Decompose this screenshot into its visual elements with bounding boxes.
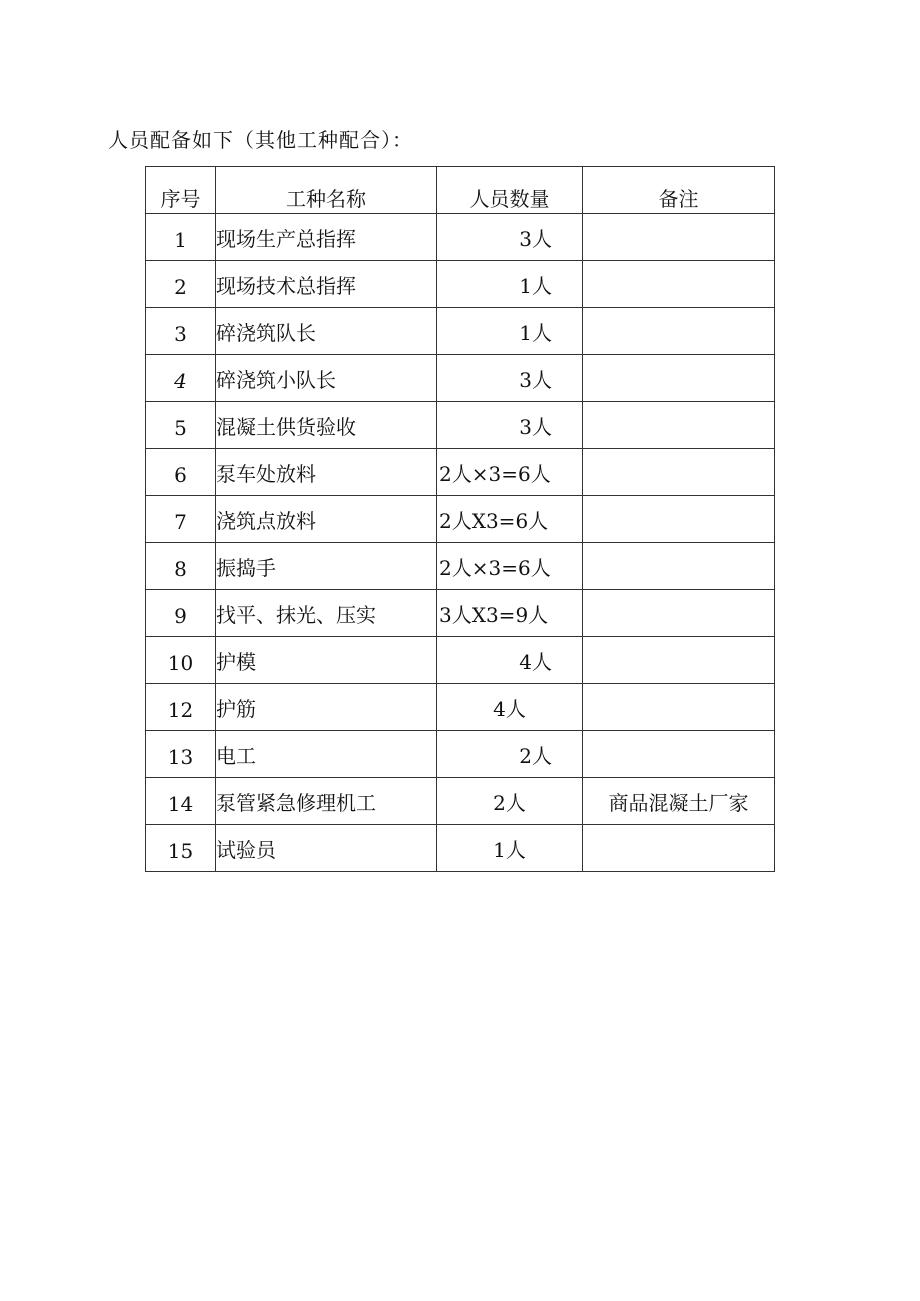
table-row <box>146 308 775 355</box>
table-row <box>146 731 775 778</box>
row-headcount: 2人 <box>437 731 583 778</box>
row-no <box>146 355 216 402</box>
row-remarks <box>583 214 775 261</box>
row-trade-name: 电工 <box>216 731 437 778</box>
row-no: 9 <box>146 590 216 637</box>
table-row <box>146 825 775 872</box>
row-trade-name: 混凝土供货验收 <box>216 402 437 449</box>
table-row <box>146 449 775 496</box>
row-no: 8 <box>146 543 216 590</box>
row-remarks <box>583 825 775 872</box>
row-remarks: 商品混凝土厂家 <box>583 778 775 825</box>
row-headcount: 2人×3=6人 <box>437 449 583 496</box>
table-row <box>146 778 775 825</box>
row-headcount: 2人×3=6人 <box>437 543 583 590</box>
row-headcount: 1人 <box>437 308 583 355</box>
row-remarks <box>583 590 775 637</box>
header-trade-name: 工种名称 <box>216 167 437 214</box>
row-trade-name: 找平、抹光、压实 <box>216 590 437 637</box>
row-no: 12 <box>146 684 216 731</box>
table-header-row <box>146 167 775 214</box>
row-remarks <box>583 543 775 590</box>
row-no: 13 <box>146 731 216 778</box>
row-remarks <box>583 261 775 308</box>
row-headcount: 4人 <box>437 684 583 731</box>
row-remarks <box>583 731 775 778</box>
row-remarks <box>583 402 775 449</box>
header-no: 序号 <box>146 167 216 214</box>
row-trade-name: 振捣手 <box>216 543 437 590</box>
row-no: 15 <box>146 825 216 872</box>
table-row <box>146 214 775 261</box>
intro-text: 人员配备如下（其他工种配合）： <box>108 128 413 152</box>
row-no: 14 <box>146 778 216 825</box>
row-no: 6 <box>146 449 216 496</box>
row-remarks <box>583 308 775 355</box>
row-headcount: 3人 <box>437 355 583 402</box>
table-row <box>146 496 775 543</box>
row-headcount: 3人X3=9人 <box>437 590 583 637</box>
row-trade-name: 碎浇筑小队长 <box>216 355 437 402</box>
row-trade-name: 护筋 <box>216 684 437 731</box>
row-headcount: 2人 <box>437 778 583 825</box>
row-trade-name: 试验员 <box>216 825 437 872</box>
row-headcount: 4人 <box>437 637 583 684</box>
row-no: 3 <box>146 308 216 355</box>
row-no: 10 <box>146 637 216 684</box>
row-no: 7 <box>146 496 216 543</box>
row-headcount: 1人 <box>437 261 583 308</box>
row-remarks <box>583 449 775 496</box>
row-trade-name: 泵车处放料 <box>216 449 437 496</box>
table-row <box>146 637 775 684</box>
row-trade-name: 现场生产总指挥 <box>216 214 437 261</box>
row-no: 1 <box>146 214 216 261</box>
row-headcount: 1人 <box>437 825 583 872</box>
row-headcount: 3人 <box>437 402 583 449</box>
table-row <box>146 402 775 449</box>
row-no-text: 4 <box>174 369 187 393</box>
row-trade-name: 碎浇筑队长 <box>216 308 437 355</box>
row-remarks <box>583 684 775 731</box>
row-headcount: 2人X3=6人 <box>437 496 583 543</box>
table-row <box>146 590 775 637</box>
table-row <box>146 684 775 731</box>
row-no: 5 <box>146 402 216 449</box>
row-headcount: 3人 <box>437 214 583 261</box>
row-trade-name: 浇筑点放料 <box>216 496 437 543</box>
row-remarks <box>583 496 775 543</box>
table-row <box>146 543 775 590</box>
table-row <box>146 355 775 402</box>
row-trade-name: 现场技术总指挥 <box>216 261 437 308</box>
row-remarks <box>583 355 775 402</box>
row-no: 2 <box>146 261 216 308</box>
staffing-table <box>145 166 775 872</box>
row-remarks <box>583 637 775 684</box>
header-remarks: 备注 <box>583 167 775 214</box>
row-trade-name: 护模 <box>216 637 437 684</box>
header-headcount: 人员数量 <box>437 167 583 214</box>
table-row <box>146 261 775 308</box>
row-trade-name: 泵管紧急修理机工 <box>216 778 437 825</box>
